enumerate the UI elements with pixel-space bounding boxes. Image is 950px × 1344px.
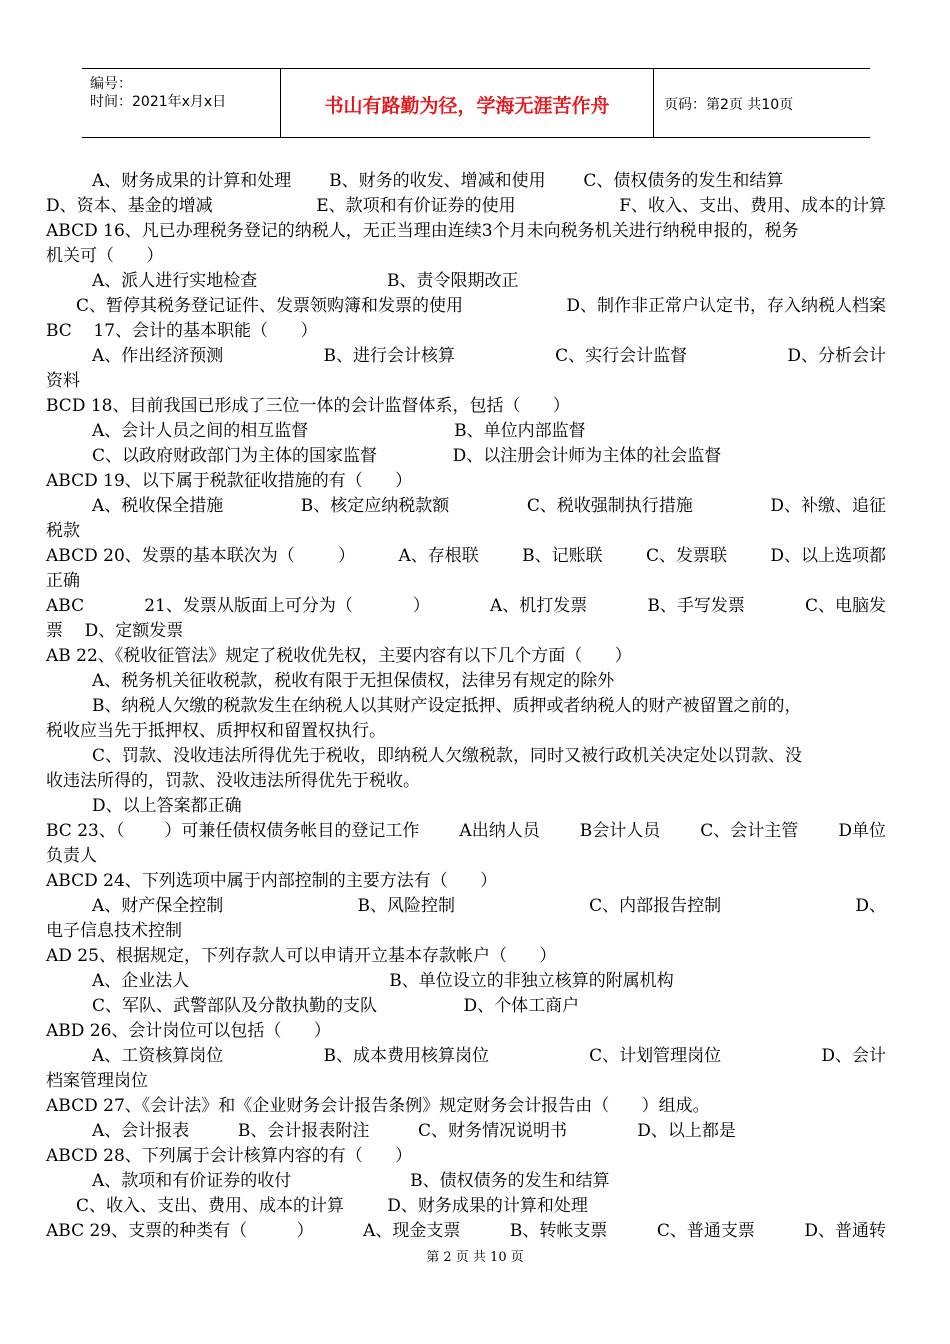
text-line: C、罚款、没收违法所得优先于税收，即纳税人欠缴税款，同时又被行政机关决定处以罚款、没 — [92, 746, 803, 766]
text-line: A、会计报表 B、会计报表附注 C、财务情况说明书 D、以上都是 — [92, 1121, 736, 1141]
text-line: 税收应当先于抵押权、质押权和留置权执行。 — [46, 721, 386, 741]
text-line: B、纳税人欠缴的税款发生在纳税人以其财产设定抵押、质押或者纳税人的财产被留置之前的， — [92, 696, 802, 716]
page-header — [82, 68, 870, 138]
header-page-number: 页码：第2页 共10页 — [664, 97, 794, 113]
text-line: ABC 21、发票从版面上可分为（ ） A、机打发票 B、手写发票 C、电脑发 — [46, 596, 886, 616]
text-line: A、税收保全措施 B、核定应纳税款额 C、税收强制执行措施 D、补缴、追征 — [92, 496, 886, 516]
document-number-label: 编号： — [90, 76, 132, 92]
text-line: ABCD 20、发票的基本联次为（ ） A、存根联 B、记账联 C、发票联 D、以上选项都 — [46, 546, 886, 566]
text-line: A、款项和有价证券的收付 B、债权债务的发生和结算 — [92, 1171, 610, 1191]
text-line: D、资本、基金的增减 E、款项和有价证券的使用 F、收入、支出、费用、成本的计算 — [46, 196, 886, 216]
text-line: 机关可（ ） — [46, 246, 164, 266]
text-line: A、派人进行实地检查 B、责令限期改正 — [92, 271, 519, 291]
text-line: 正确 — [46, 571, 80, 591]
text-line: A、会计人员之间的相互监督 B、单位内部监督 — [92, 421, 586, 441]
header-motto: 书山有路勤为径，学海无涯苦作舟 — [324, 95, 610, 117]
header-page-cell — [654, 69, 870, 137]
text-line: ABCD 19、以下属于税款征收措施的有（ ） — [46, 471, 413, 491]
text-line: A、税务机关征收税款，税收有限于无担保债权，法律另有规定的除外 — [92, 671, 615, 691]
text-line: ABC 29、支票的种类有（ ） A、现金支票 B、转帐支票 C、普通支票 D、普通转 — [46, 1221, 886, 1241]
text-line: 电子信息技术控制 — [46, 921, 182, 941]
text-line: C、军队、武警部队及分散执勤的支队 D、个体工商户 — [92, 996, 580, 1016]
text-line: A、财产保全控制 B、风险控制 C、内部报告控制 D、 — [92, 896, 886, 916]
text-line: BC 17、会计的基本职能（ ） — [46, 321, 318, 341]
text-line: 票 D、定额发票 — [46, 621, 184, 641]
text-line: ABCD 28、下列属于会计核算内容的有（ ） — [46, 1146, 413, 1166]
text-line: A、财务成果的计算和处理 B、财务的收发、增减和使用 C、债权债务的发生和结算 — [92, 171, 784, 191]
header-info-cell — [82, 69, 281, 137]
document-date-label: 时间：2021年x月x日 — [90, 94, 227, 110]
text-line: ABCD 16、凡已办理税务登记的纳税人，无正当理由连续3个月未向税务机关进行纳税申报的，税务 — [46, 221, 799, 241]
text-line: A、工资核算岗位 B、成本费用核算岗位 C、计划管理岗位 D、会计 — [92, 1046, 886, 1066]
text-line: ABD 26、会计岗位可以包括（ ） — [46, 1021, 331, 1041]
text-line: D、以上答案都正确 — [92, 796, 242, 816]
text-line: A、企业法人 B、单位设立的非独立核算的附属机构 — [92, 971, 674, 991]
text-line: C、收入、支出、费用、成本的计算 D、财务成果的计算和处理 — [76, 1196, 588, 1216]
text-line: 档案管理岗位 — [46, 1071, 148, 1091]
header-motto-cell — [281, 69, 654, 137]
text-line: C、以政府财政部门为主体的国家监督 D、以注册会计师为主体的社会监督 — [92, 446, 722, 466]
text-line: 税款 — [46, 521, 80, 541]
text-line: 资料 — [46, 371, 80, 391]
text-line: BCD 18、目前我国已形成了三位一体的会计监督体系，包括（ ） — [46, 396, 570, 416]
text-line: A、作出经济预测 B、进行会计核算 C、实行会计监督 D、分析会计 — [92, 346, 886, 366]
text-line: AD 25、根据规定，下列存款人可以申请开立基本存款帐户（ ） — [46, 946, 557, 966]
text-line: AB 22、《税收征管法》规定了税收优先权，主要内容有以下几个方面（ ） — [46, 646, 632, 666]
page-footer: 第 2 页 共 10 页 — [426, 1250, 524, 1265]
text-line: ABCD 27、《会计法》和《企业财务会计报告条例》规定财务会计报告由（ ）组成。 — [46, 1096, 710, 1116]
text-line: ABCD 24、下列选项中属于内部控制的主要方法有（ ） — [46, 871, 498, 891]
text-line: BC 23、（ ）可兼任债权债务帐目的登记工作 A出纳人员 B会计人员 C、会计主管 D单位 — [46, 821, 886, 841]
text-line: 收违法所得的，罚款、没收违法所得优先于税收。 — [46, 771, 420, 791]
text-line: C、暂停其税务登记证件、发票领购簿和发票的使用 D、制作非正常户认定书，存入纳税人档案 — [76, 296, 886, 316]
text-line: 负责人 — [46, 846, 97, 866]
